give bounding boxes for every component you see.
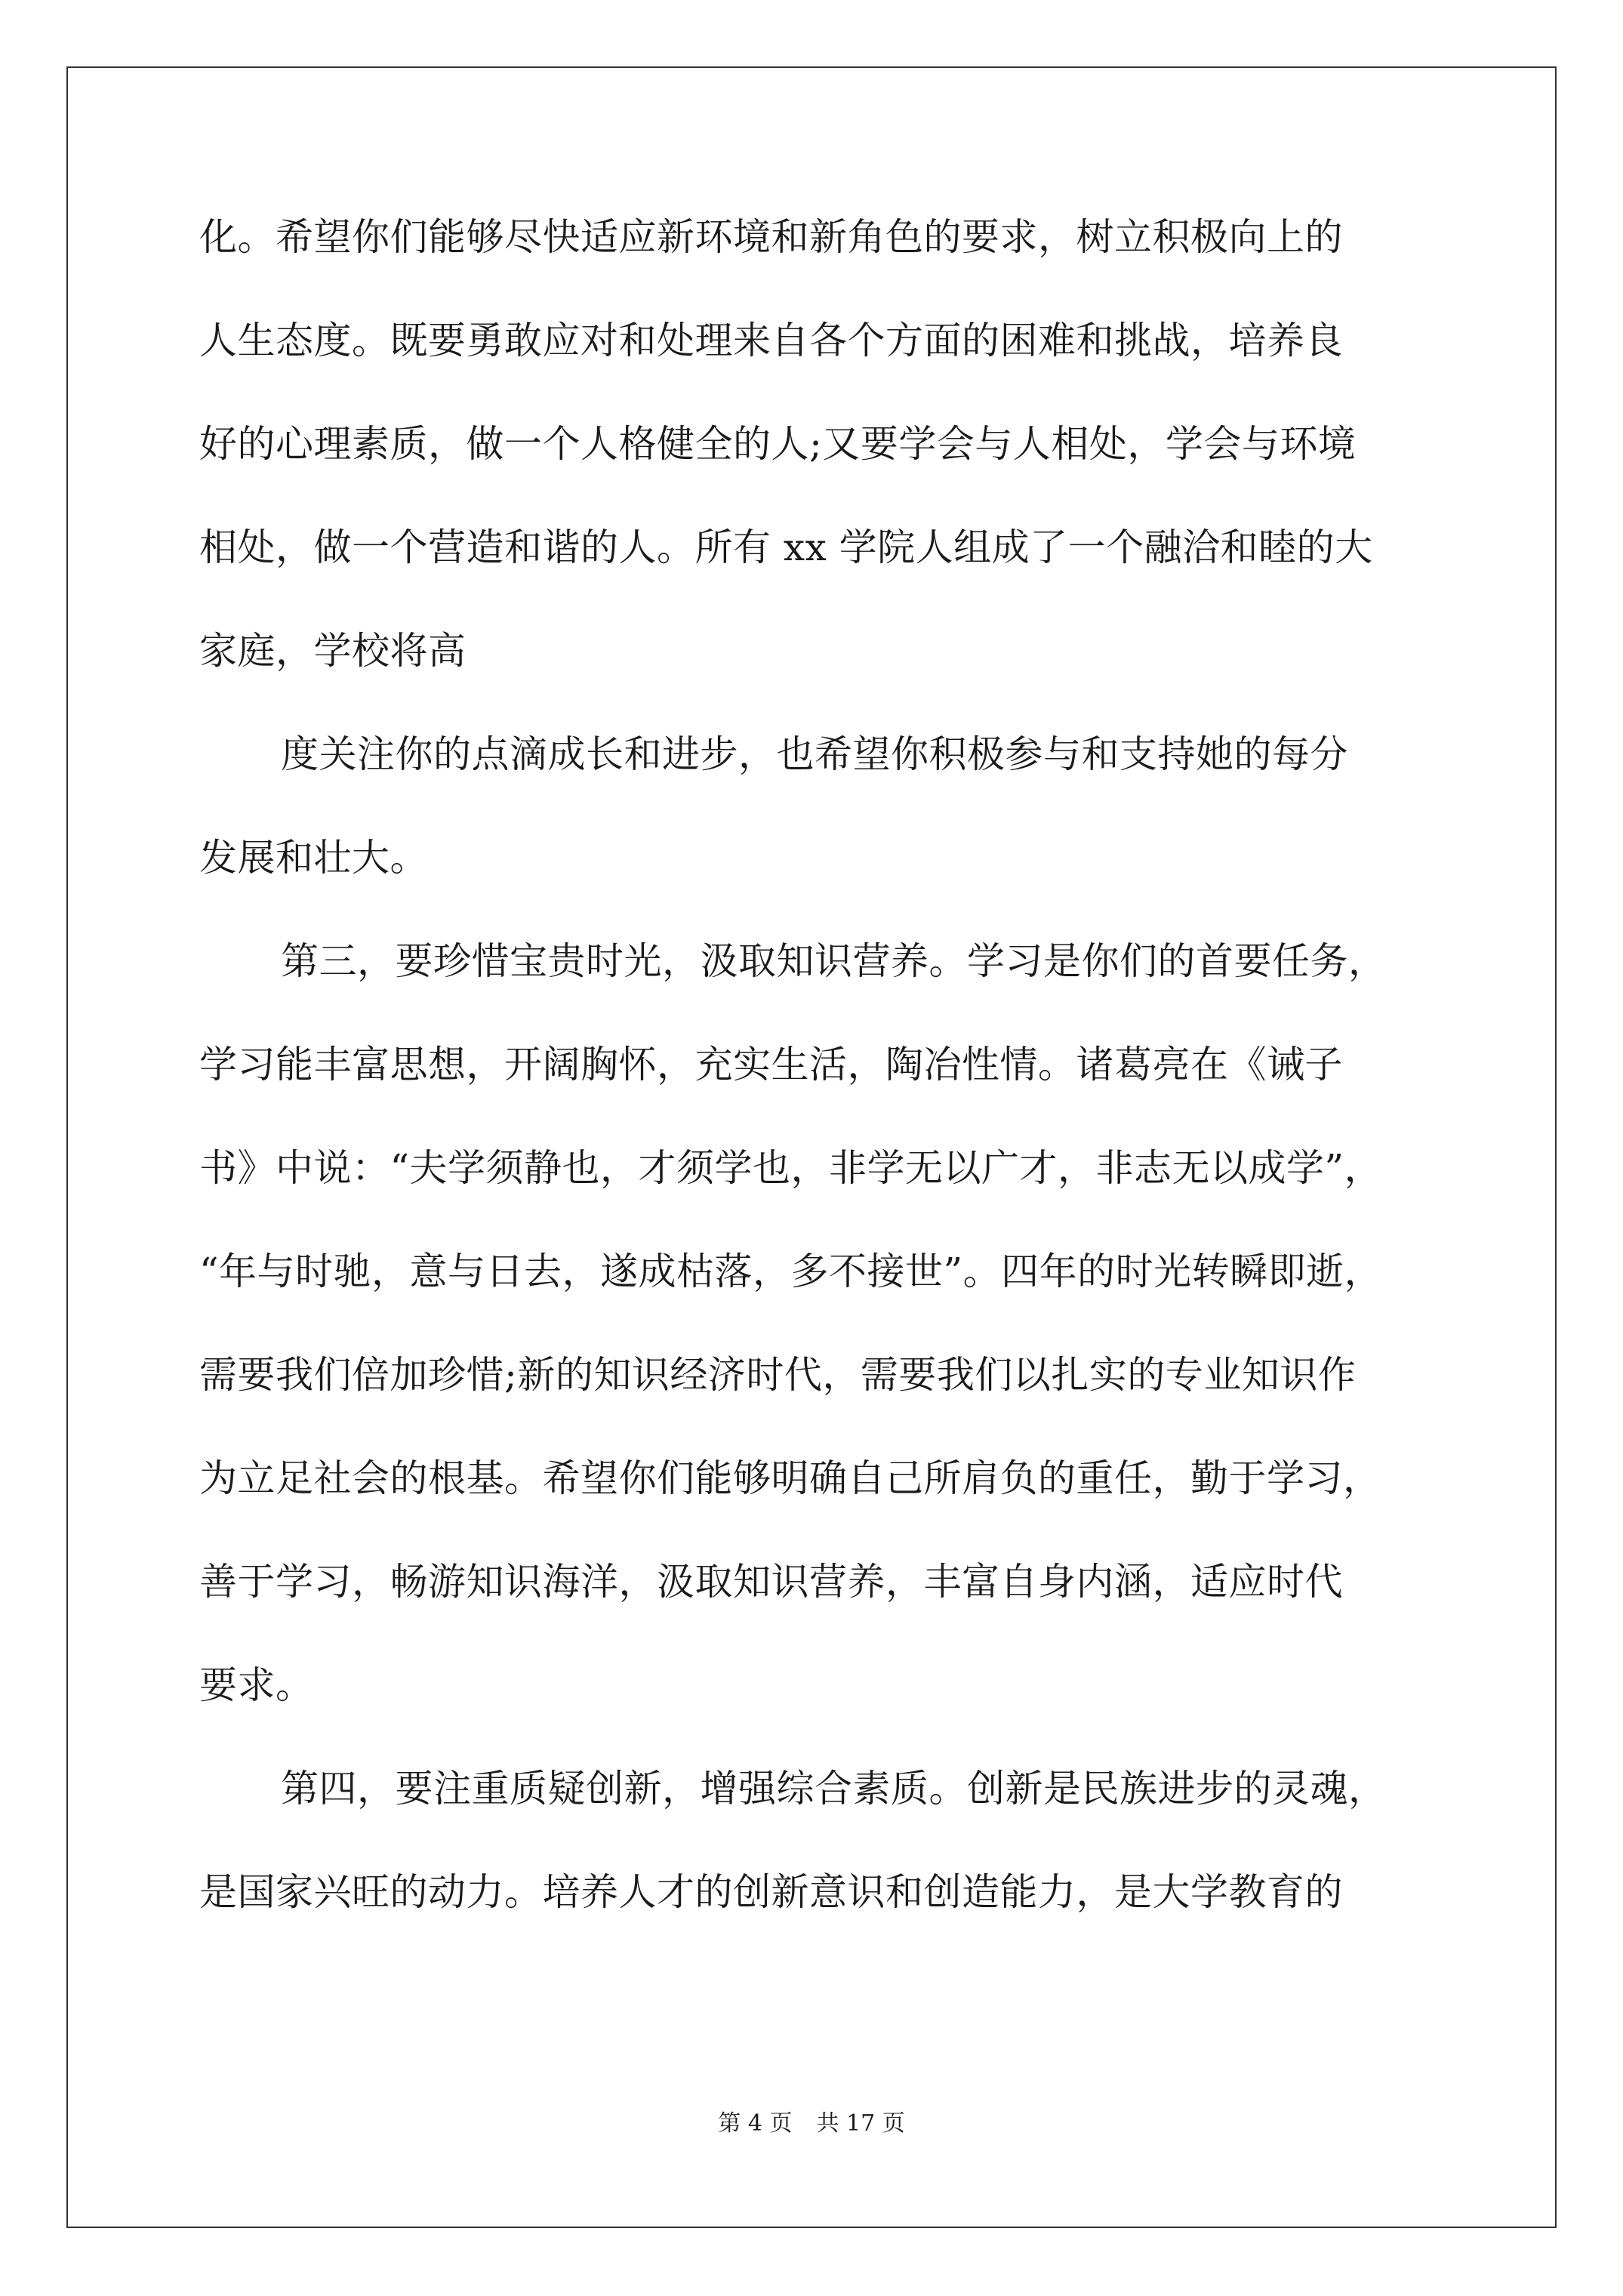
text-line: 要求。 xyxy=(199,1663,314,1707)
text-line: 发展和壮大。 xyxy=(199,836,428,880)
text-line: 家庭，学校将高 xyxy=(199,629,467,673)
page-number: 第 4 页 xyxy=(718,2110,793,2137)
paragraph xyxy=(199,211,1467,677)
paragraph xyxy=(199,729,1467,884)
paragraph xyxy=(199,1763,1467,1918)
text-line: 好的心理素质，做一个人格健全的人;又要学会与人相处，学会与环境 xyxy=(199,422,1357,466)
document-body xyxy=(199,211,1467,1970)
text-line: 人生态度。既要勇敢应对和处理来自各个方面的困难和挑战，培养良 xyxy=(199,319,1343,362)
text-line: 化。希望你们能够尽快适应新环境和新角色的要求，树立积极向上的 xyxy=(199,215,1343,259)
text-line: 善于学习，畅游知识海洋，汲取知识营养，丰富自身内涵，适应时代 xyxy=(199,1560,1343,1604)
text-line: 第三，要珍惜宝贵时光，汲取知识营养。学习是你们的首要任务， xyxy=(281,939,1387,983)
text-line: 相处，做一个营造和谐的人。所有 xx 学院人组成了一个融洽和睦的大 xyxy=(199,525,1373,569)
page-total: 共 17 页 xyxy=(816,2110,905,2137)
text-line: 为立足社会的根基。希望你们能够明确自己所肩负的重任，勤于学习， xyxy=(199,1456,1381,1500)
text-line: 是国家兴旺的动力。培养人才的创新意识和创造能力，是大学教育的 xyxy=(199,1870,1343,1914)
text-line: 度关注你的点滴成长和进步，也希望你积极参与和支持她的每分 xyxy=(281,732,1348,776)
text-line: 需要我们倍加珍惜;新的知识经济时代，需要我们以扎实的专业知识作 xyxy=(199,1353,1357,1397)
text-line: 第四，要注重质疑创新，增强综合素质。创新是民族进步的灵魂， xyxy=(281,1767,1387,1811)
paragraph xyxy=(199,935,1467,1712)
text-line: 书》中说：“夫学须静也，才须学也，非学无以广才，非志无以成学”， xyxy=(199,1146,1383,1190)
text-line: “年与时驰，意与日去，遂成枯落，多不接世”。四年的时光转瞬即逝， xyxy=(199,1250,1383,1293)
text-line: 学习能丰富思想，开阔胸怀，充实生活，陶冶性情。诸葛亮在《诫子 xyxy=(199,1043,1343,1086)
page-footer xyxy=(0,2110,1623,2137)
